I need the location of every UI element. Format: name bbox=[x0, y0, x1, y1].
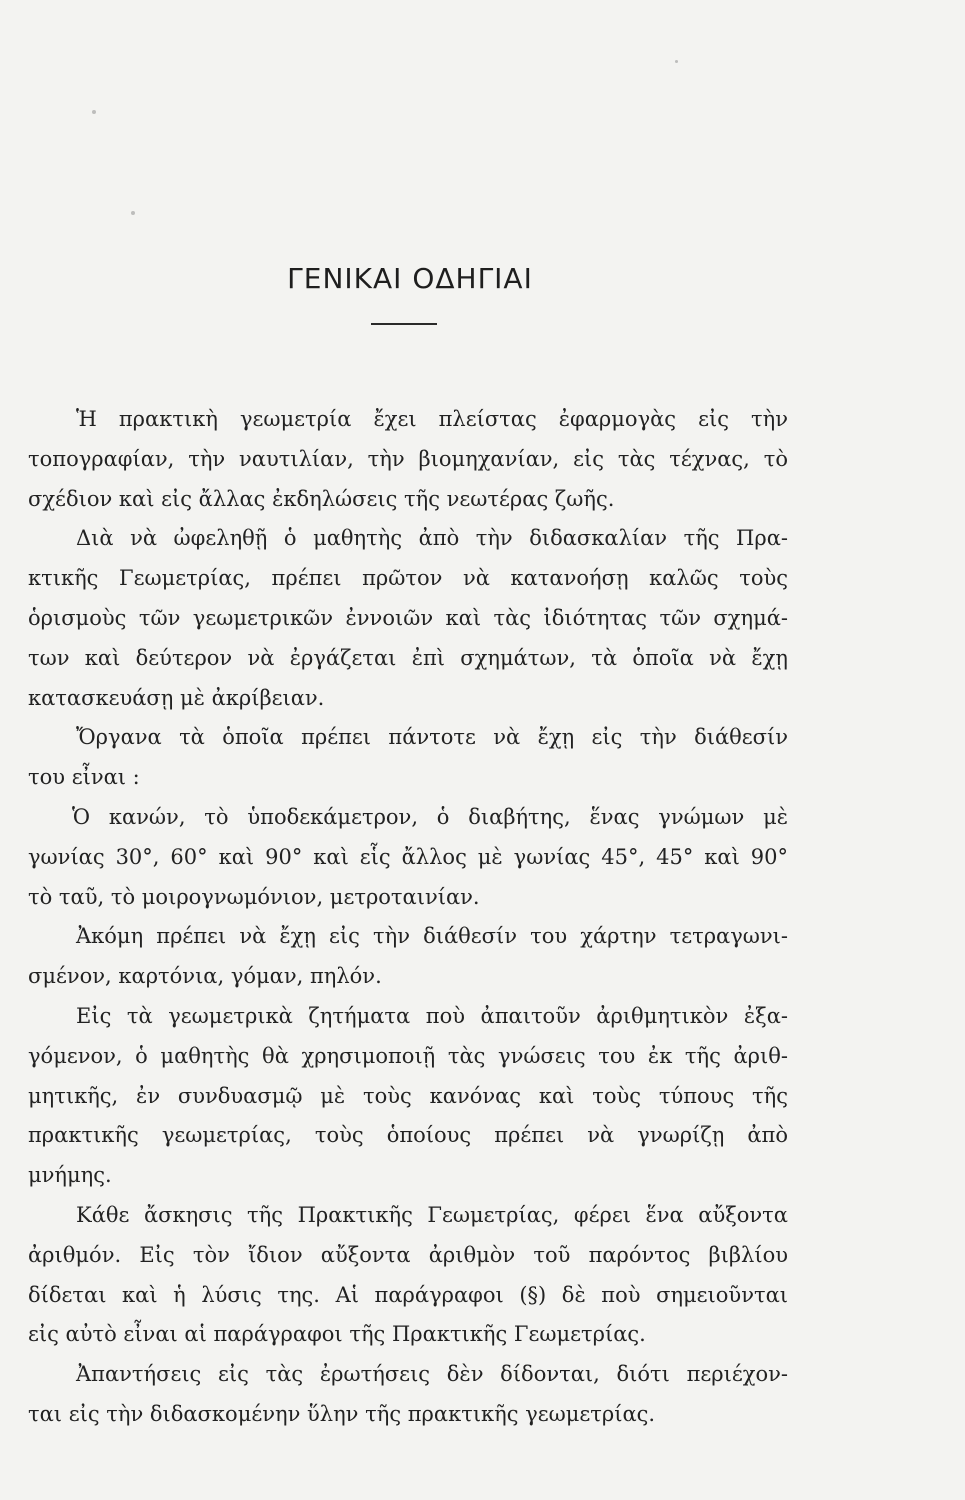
text-line: τὸ ταῦ, τὸ μοιρογνωμόνιον, μετροταινίαν. bbox=[28, 884, 480, 909]
text-line: μητικῆς, ἐν συνδυασμῷ μὲ τοὺς κανόνας καὶ τοὺς τύπους τῆς bbox=[28, 1083, 788, 1108]
text-line: Κάθε ἄσκησις τῆς Πρακτικῆς Γεωμετρίας, φέρει ἕνα αὔξοντα bbox=[76, 1202, 788, 1227]
text-line: των καὶ δεύτερον νὰ ἐργάζεται ἐπὶ σχημάτων, τὰ ὁποῖα νὰ ἔχῃ bbox=[28, 645, 788, 670]
text-line: Ὁ κανών, τὸ ὑποδεκάμετρον, ὁ διαβήτης, ἕνας γνώμων μὲ bbox=[72, 804, 788, 829]
page-heading: ΓΕΝΙΚΑΙ ΟΔΗΓΙΑΙ bbox=[287, 262, 533, 295]
text-line: κατασκευάσῃ μὲ ἀκρίβειαν. bbox=[28, 685, 325, 710]
text-line: τοπογραφίαν, τὴν ναυτιλίαν, τὴν βιομηχανίαν, εἰς τὰς τέχνας, τὸ bbox=[28, 446, 788, 471]
text-line: σχέδιον καὶ εἰς ἄλλας ἐκδηλώσεις τῆς νεωτέρας ζωῆς. bbox=[28, 486, 615, 511]
text-line: κτικῆς Γεωμετρίας, πρέπει πρῶτον νὰ κατανοήσῃ καλῶς τοὺς bbox=[28, 566, 788, 591]
text-line: δίδεται καὶ ἡ λύσις της. Αἱ παράγραφοι (§) δὲ ποὺ σημειοῦνται bbox=[28, 1282, 788, 1307]
text-line: γόμενον, ὁ μαθητὴς θὰ χρησιμοποιῇ τὰς γνώσεις του ἐκ τῆς ἀριθ- bbox=[28, 1043, 788, 1068]
text-line: ται εἰς τὴν διδασκομένην ὕλην τῆς πρακτικῆς γεωμετρίας. bbox=[28, 1401, 656, 1426]
text-line: Ὄργανα τὰ ὁποῖα πρέπει πάντοτε νὰ ἔχῃ εἰς τὴν διάθεσίν bbox=[76, 725, 788, 750]
text-line: πρακτικῆς γεωμετρίας, τοὺς ὁποίους πρέπει νὰ γνωρίζῃ ἀπὸ bbox=[28, 1123, 788, 1148]
text-line: Εἰς τὰ γεωμετρικὰ ζητήματα ποὺ ἀπαιτοῦν ἀριθμητικὸν ἐξα- bbox=[76, 1003, 788, 1028]
text-line: Ἀκόμη πρέπει νὰ ἔχῃ εἰς τὴν διάθεσίν του χάρτην τετραγωνι- bbox=[76, 924, 788, 949]
text-line: εἰς αὐτὸ εἶναι αἱ παράγραφοι τῆς Πρακτικῆς Γεωμετρίας. bbox=[28, 1322, 646, 1347]
text-line: Ἡ πρακτικὴ γεωμετρία ἔχει πλείστας ἐφαρμογὰς εἰς τὴν bbox=[76, 407, 788, 431]
paper-speck bbox=[131, 211, 135, 215]
text-line: Ἀπαντήσεις εἰς τὰς ἐρωτήσεις δὲν δίδονται, διότι περιέχον- bbox=[76, 1362, 788, 1387]
text-line: ἀριθμόν. Εἰς τὸν ἴδιον αὔξοντα ἀριθμὸν τοῦ παρόντος βιβλίου bbox=[28, 1242, 788, 1267]
text-line: μνήμης. bbox=[28, 1163, 112, 1188]
text-line: σμένον, καρτόνια, γόμαν, πηλόν. bbox=[28, 964, 382, 989]
body-text bbox=[28, 400, 788, 1435]
heading-underline bbox=[371, 323, 437, 325]
paper-speck bbox=[675, 60, 678, 63]
paper-speck bbox=[92, 110, 96, 114]
text-line: Διὰ νὰ ὠφεληθῇ ὁ μαθητὴς ἀπὸ τὴν διδασκαλίαν τῆς Πρα- bbox=[76, 526, 788, 551]
text-line: γωνίας 30°, 60° καὶ 90° καὶ εἷς ἄλλος μὲ γωνίας 45°, 45° καὶ 90° bbox=[28, 844, 788, 869]
text-line: του εἶναι : bbox=[28, 765, 140, 790]
text-line: ὁρισμοὺς τῶν γεωμετρικῶν ἐννοιῶν καὶ τὰς ἰδιότητας τῶν σχημά- bbox=[28, 605, 788, 630]
